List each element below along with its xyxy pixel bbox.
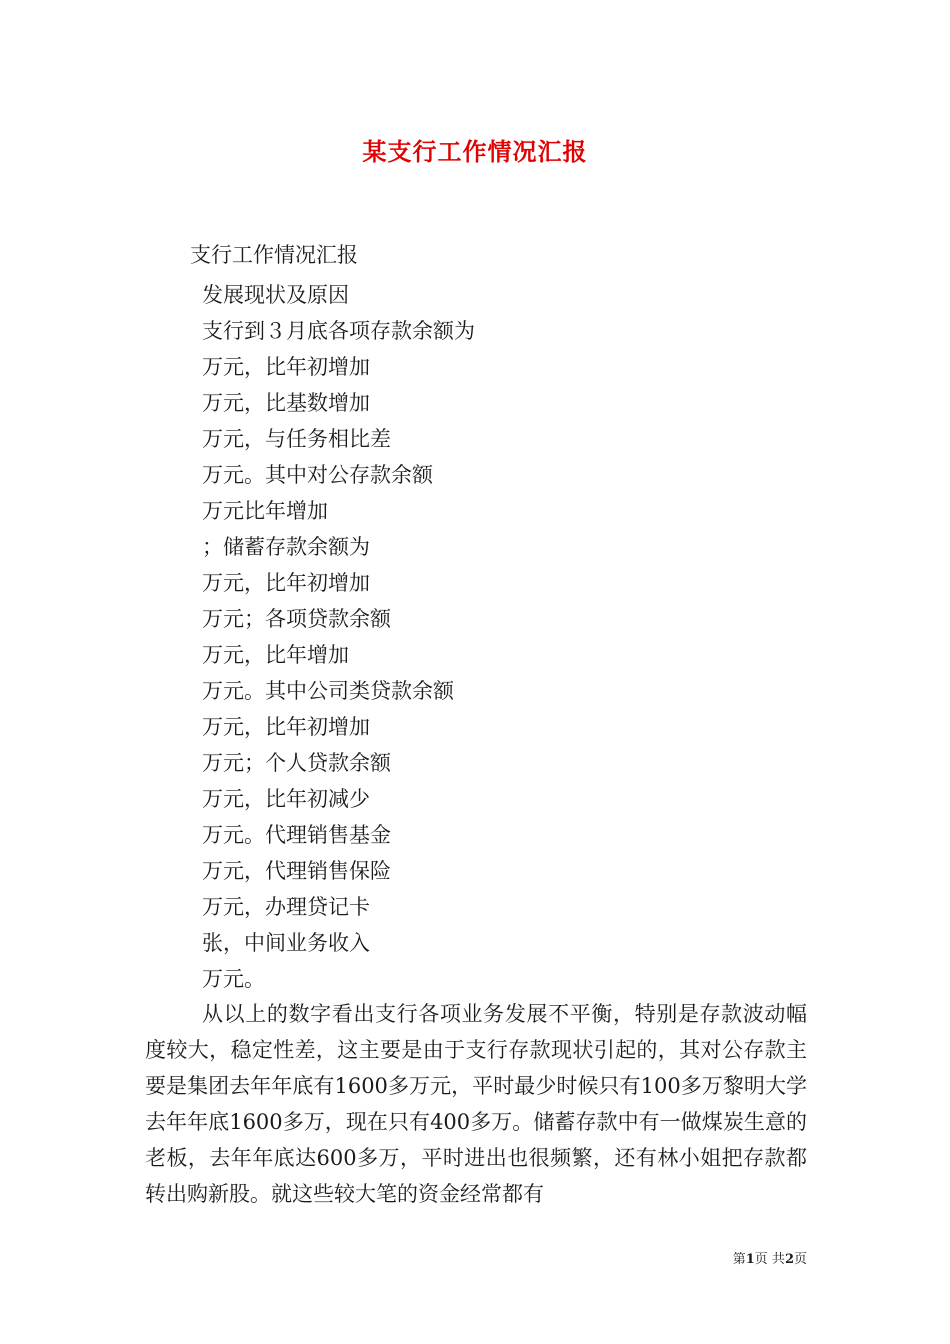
text-line: 万元；各项贷款余额 bbox=[202, 607, 391, 631]
footer-middle: 页 共 bbox=[754, 1252, 785, 1267]
text-line: ；储蓄存款余额为 bbox=[202, 535, 370, 559]
text-line: 万元。代理销售基金 bbox=[202, 823, 391, 847]
short-lines-list bbox=[202, 277, 475, 997]
text-line: 万元比年增加 bbox=[202, 499, 328, 523]
document-heading: 支行工作情况汇报 bbox=[190, 243, 358, 267]
text-line: 万元，比年初增加 bbox=[202, 355, 370, 379]
page-title: 某支行工作情况汇报 bbox=[362, 137, 588, 166]
text-line: 万元；个人贷款余额 bbox=[202, 751, 391, 775]
text-line: 万元。其中对公存款余额 bbox=[202, 463, 433, 487]
current-page-number: 1 bbox=[745, 1252, 755, 1267]
text-line: 万元，比年初减少 bbox=[202, 787, 370, 811]
text-line: 支行到３月底各项存款余额为 bbox=[202, 319, 475, 343]
page-footer bbox=[733, 1248, 807, 1267]
text-line: 万元，比年初增加 bbox=[202, 715, 370, 739]
footer-suffix: 页 bbox=[793, 1252, 807, 1267]
text-line: 万元，办理贷记卡 bbox=[202, 895, 370, 919]
text-line: 万元，比基数增加 bbox=[202, 391, 370, 415]
text-line: 万元，代理销售保险 bbox=[202, 859, 391, 883]
body-paragraph: 从以上的数字看出支行各项业务发展不平衡，特别是存款波动幅度较大，稳定性差，这主要是由于支行存款现状引起的，其对公存款主要是集团去年年底有1600多万元，平时最少时候只有100多万黎明大学去年年底1600多万，现在只有400多万。储蓄存款中有一做煤炭生意的老板，去年年底达600多万，平时进出也很频繁，还有林小姐把存款都转出购新股。就这些较大笔的资金经常都有 bbox=[145, 1002, 807, 1206]
text-line: 万元。其中公司类贷款余额 bbox=[202, 679, 454, 703]
text-line: 万元，比年初增加 bbox=[202, 571, 370, 595]
footer-prefix: 第 bbox=[732, 1252, 746, 1267]
text-line: 万元，比年增加 bbox=[202, 643, 349, 667]
text-line: 万元。 bbox=[202, 967, 265, 991]
text-line: 万元，与任务相比差 bbox=[202, 427, 391, 451]
text-line: 张，中间业务收入 bbox=[202, 931, 370, 955]
text-line: 发展现状及原因 bbox=[202, 283, 349, 307]
total-page-number: 2 bbox=[784, 1252, 794, 1267]
